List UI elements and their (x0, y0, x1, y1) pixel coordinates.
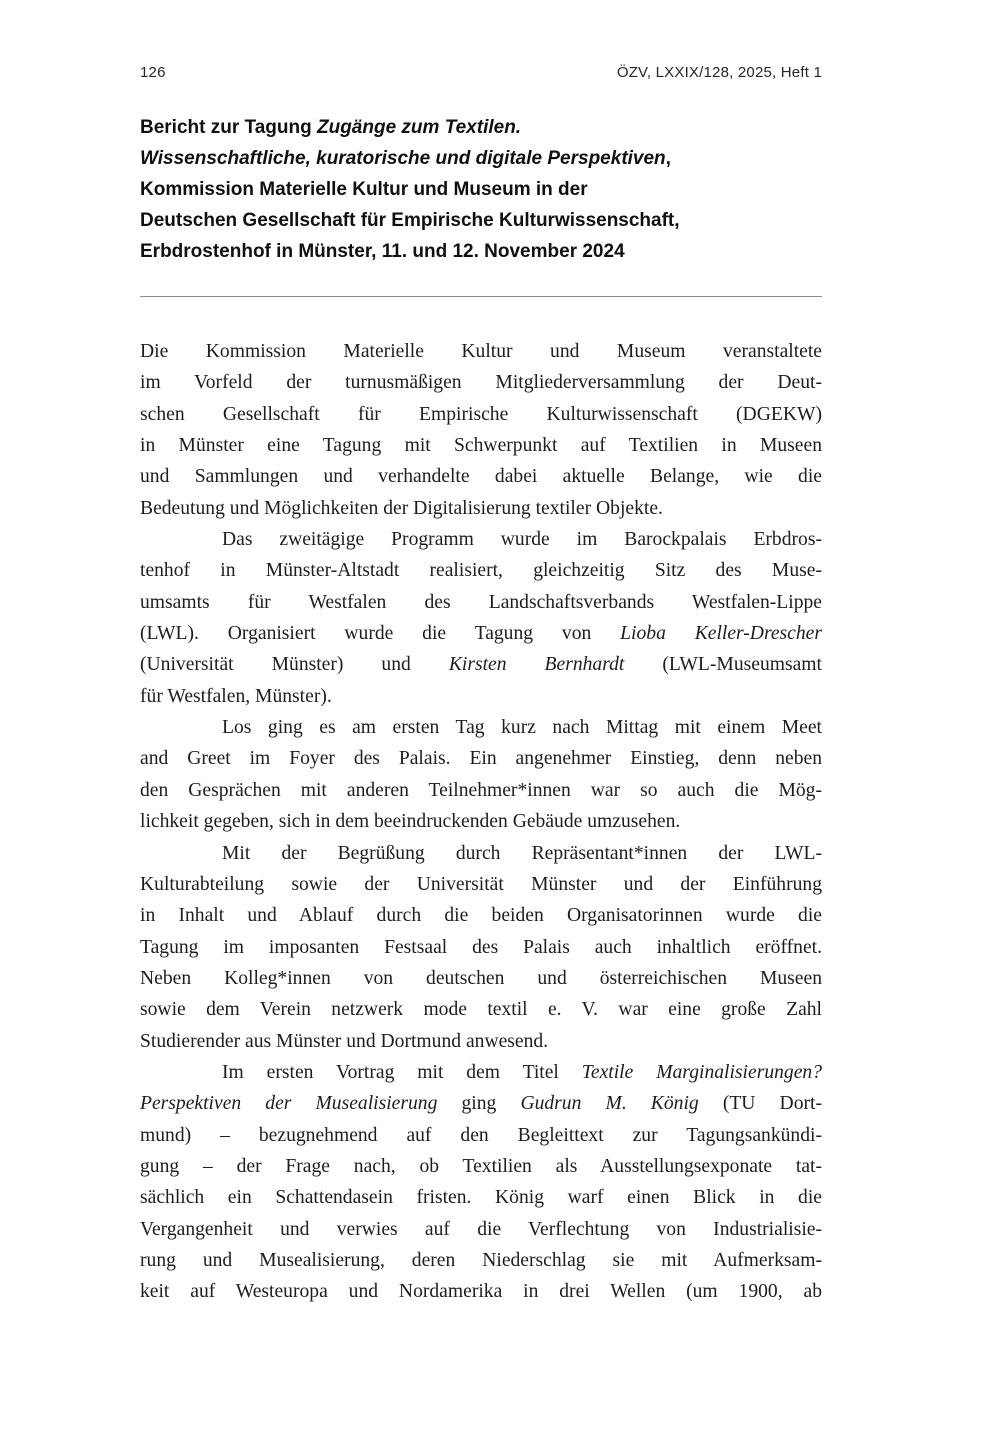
italic-text-segment: Wissenschaftliche, kuratorische und digitale Perspektiven (140, 148, 666, 169)
text-line (140, 430, 822, 461)
text-segment: Kommission Materielle Kultur und Museum in der (140, 179, 588, 200)
article-body (140, 336, 822, 1308)
text-segment: Mit der Begrüßung durch Repräsentant*innen der LWL- (222, 842, 822, 864)
text-segment: sowie dem Verein netzwerk mode textil e. V. war eine große Zahl (140, 999, 822, 1021)
text-segment: schen Gesellschaft für Empirische Kulturwissenschaft (DGEKW) (140, 403, 822, 425)
text-line (140, 1276, 822, 1307)
text-line (140, 336, 822, 367)
text-segment: Kulturabteilung sowie der Universität Münster und der Einführung (140, 873, 822, 895)
text-segment: keit auf Westeuropa und Nordamerika in drei Wellen (um 1900, ab (140, 1281, 822, 1303)
title-line (140, 174, 822, 205)
text-line (140, 587, 822, 618)
text-segment: Vergangenheit und verwies auf die Verflechtung von Industrialisie- (140, 1218, 822, 1240)
text-line (140, 1026, 822, 1057)
text-segment: im Vorfeld der turnusmäßigen Mitgliederversammlung der Deut- (140, 372, 822, 394)
paragraph (140, 712, 822, 837)
running-head (140, 64, 822, 81)
text-segment: Das zweitägige Programm wurde im Barockpalais Erbdros- (222, 529, 822, 551)
italic-text-segment: Textile Marginalisierungen? (581, 1061, 823, 1083)
text-line (140, 399, 822, 430)
text-segment: rung und Musealisierung, deren Niederschlag sie mit Aufmerksam- (140, 1249, 822, 1271)
text-segment: Bedeutung und Möglichkeiten der Digitalisierung textiler Objekte. (140, 497, 663, 519)
text-line (140, 367, 822, 398)
text-line (140, 1214, 822, 1245)
text-line (140, 1245, 822, 1276)
text-line (140, 1182, 822, 1213)
text-line (140, 806, 822, 837)
text-segment: Los ging es am ersten Tag kurz nach Mittag mit einem Meet (222, 717, 822, 739)
text-segment: Studierender aus Münster und Dortmund anwesend. (140, 1030, 549, 1052)
text-segment: Im ersten Vortrag mit dem Titel (222, 1061, 582, 1083)
text-segment: Die Kommission Materielle Kultur und Museum veranstaltete (140, 341, 822, 362)
text-segment: und Sammlungen und verhandelte dabei aktuelle Belange, wie die (140, 466, 822, 488)
text-line (140, 932, 822, 963)
text-line (140, 1088, 822, 1119)
text-line (140, 461, 822, 492)
text-segment: für Westfalen, Münster). (140, 685, 332, 707)
text-segment: Deutschen Gesellschaft für Empirische Kulturwissenschaft, (140, 210, 680, 231)
text-line (140, 994, 822, 1025)
title-divider (140, 296, 822, 297)
text-line (140, 775, 822, 806)
text-line (140, 1120, 822, 1151)
text-segment: (Universität Münster) und (140, 654, 449, 676)
text-line (140, 618, 822, 649)
text-segment: Erbdrostenhof in Münster, 11. und 12. November 2024 (140, 241, 625, 262)
text-line (140, 712, 822, 743)
text-segment: umsamts für Westfalen des Landschaftsverbands Westfalen-Lippe (140, 591, 822, 613)
text-segment: Neben Kolleg*innen von deutschen und österreichischen Museen (140, 967, 822, 989)
title-line (140, 205, 822, 236)
text-segment: sächlich ein Schattendasein fristen. König warf einen Blick in die (140, 1187, 822, 1209)
text-line (140, 900, 822, 931)
text-segment: lichkeit gegeben, sich in dem beeindruckenden Gebäude umzusehen. (140, 811, 681, 833)
text-segment: in Münster eine Tagung mit Schwerpunkt auf Textilien in Museen (140, 435, 822, 457)
text-segment: Tagung im imposanten Festsaal des Palais auch inhaltlich eröffnet. (140, 936, 822, 958)
text-line (140, 649, 822, 680)
italic-text-segment: Lioba Keller-Drescher (620, 623, 822, 645)
title-line (140, 236, 822, 267)
text-line (140, 963, 822, 994)
italic-text-segment: Zugänge zum Textilen. (316, 117, 522, 138)
text-segment: in Inhalt und Ablauf durch die beiden Organisatorinnen wurde die (140, 905, 822, 927)
paragraph (140, 524, 822, 712)
article-title (140, 112, 822, 267)
text-segment: Bericht zur Tagung (140, 117, 317, 138)
text-line (140, 555, 822, 586)
text-segment: gung – der Frage nach, ob Textilien als Ausstellungsexponate tat- (140, 1155, 822, 1177)
text-line (140, 493, 822, 524)
text-line (140, 743, 822, 774)
paragraph (140, 838, 822, 1057)
text-segment: and Greet im Foyer des Palais. Ein angenehmer Einstieg, denn neben (140, 748, 822, 770)
italic-text-segment: Kirsten Bernhardt (448, 654, 625, 676)
text-segment: (TU Dort- (698, 1093, 822, 1115)
italic-text-segment: Perspektiven der Musealisierung (140, 1093, 438, 1115)
title-line (140, 143, 822, 174)
text-line (140, 1057, 822, 1088)
text-segment: mund) – bezugnehmend auf den Begleittext zur Tagungsankündi- (140, 1124, 822, 1146)
title-line (140, 112, 822, 143)
text-segment: (LWL-Museumsamt (624, 654, 822, 676)
text-line (140, 1151, 822, 1182)
text-segment: ging (437, 1093, 521, 1115)
text-segment: (LWL). Organisiert wurde die Tagung von (140, 623, 621, 645)
text-segment: , (665, 148, 671, 169)
page-number: 126 (140, 64, 166, 81)
text-segment: tenhof in Münster-Altstadt realisiert, gleichzeitig Sitz des Muse- (140, 560, 822, 582)
text-line (140, 838, 822, 869)
journal-reference: ÖZV, LXXIX/128, 2025, Heft 1 (616, 64, 822, 81)
paragraph (140, 336, 822, 524)
text-line (140, 869, 822, 900)
paragraph (140, 1057, 822, 1308)
text-line (140, 524, 822, 555)
italic-text-segment: Gudrun M. König (520, 1093, 699, 1115)
text-segment: den Gesprächen mit anderen Teilnehmer*innen war so auch die Mög- (140, 779, 822, 801)
text-line (140, 681, 822, 712)
